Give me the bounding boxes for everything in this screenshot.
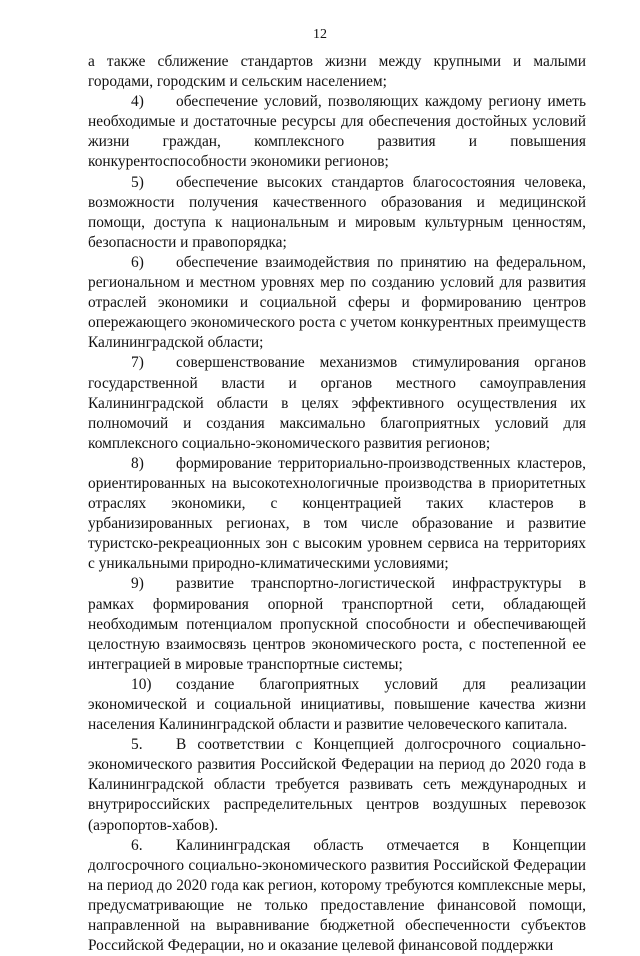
list-item-10: [88, 675, 586, 735]
list-item-number: 9): [131, 575, 144, 593]
list-item-4: [88, 92, 586, 172]
list-item-number: 4): [131, 93, 144, 111]
section-text: В соответствии с Концепцией долгосрочного социально-экономического развития Российской Федерации на период до 2020 года в Калининградской области требуется развивать сеть международных и внутрироссийских распределительных центров воздушных перевозок (аэропортов-хабов).: [88, 736, 586, 834]
list-item-number: 5): [131, 173, 144, 191]
list-item-6: [88, 253, 586, 353]
list-item-text: развитие транспортно-логистической инфраструктуры в рамках формирования опорной транспортной сети, обладающей необходимым потенциалом пропускной способности и обеспечивающей целостную взаимосвязь центров экономического роста, с постепенной ее интеграцией в мировые транспортные системы;: [88, 575, 586, 673]
list-item-text: формирование территориально-производственных кластеров, ориентированных на высокотехнологичные производства в приоритетных отраслях экономики, с концентрацией таких кластеров в урбанизированных регионах, в том числе образование и развитие туристско-рекреационных зон с высоким уровнем сервиса на территориях с уникальными природно-климатическими условиями;: [88, 454, 586, 573]
paragraph-continuation: [88, 52, 586, 92]
list-item-number: 10): [131, 675, 152, 693]
paragraph-text: а также сближение стандартов жизни между крупными и малыми городами, городским и сельским населением;: [88, 53, 586, 91]
list-item-number: 6): [131, 253, 144, 271]
list-item-9: [88, 574, 586, 674]
list-item-7: [88, 353, 586, 453]
document-body: [88, 52, 586, 956]
list-item-text: обеспечение условий, позволяющих каждому региону иметь необходимые и достаточные ресурсы для обеспечения достойных условий жизни граждан, комплексного развития и повышения конкурентоспособности экономики регионов;: [88, 93, 586, 171]
list-item-text: обеспечение высоких стандартов благосостояния человека, возможности получения качественного образования и медицинской помощи, доступа к национальным и мировым культурным ценностям, безопасности и правопорядка;: [88, 173, 586, 251]
section-paragraph-5: [88, 735, 586, 835]
list-item-5: [88, 173, 586, 253]
list-item-text: создание благоприятных условий для реализации экономической и социальной инициативы, повышение качества жизни населения Калининградской области и развитие человеческого капитала.: [88, 675, 586, 734]
list-item-number: 8): [131, 454, 144, 472]
section-number: 6.: [131, 836, 143, 854]
list-item-text: обеспечение взаимодействия по принятию на федеральном, региональном и местном уровнях мер по созданию условий для развития отраслей экономики и социальной сферы и формированию центров опережающего экономического роста с учетом конкурентных преимуществ Калининградской области;: [88, 253, 586, 352]
section-text: Калининградская область отмечается в Концепции долгосрочного социально-экономического развития Российской Федерации на период до 2020 года как регион, которому требуются комплексные меры, предусматривающие не только предоставление финансовой помощи, направленной на выравнивание бюджетной обеспеченности субъектов Российской Федерации, но и оказание целевой финансовой поддержки: [88, 836, 586, 955]
section-number: 5.: [131, 736, 143, 754]
list-item-8: [88, 454, 586, 575]
page-number: 12: [313, 27, 327, 42]
list-item-number: 7): [131, 354, 144, 372]
list-item-text: совершенствование механизмов стимулирования органов государственной власти и органов местного самоуправления Калининградской области в целях эффективного осуществления их полномочий и создания максимально благоприятных условий для комплексного социально-экономического развития регионов;: [88, 354, 586, 452]
section-paragraph-6: [88, 836, 586, 956]
